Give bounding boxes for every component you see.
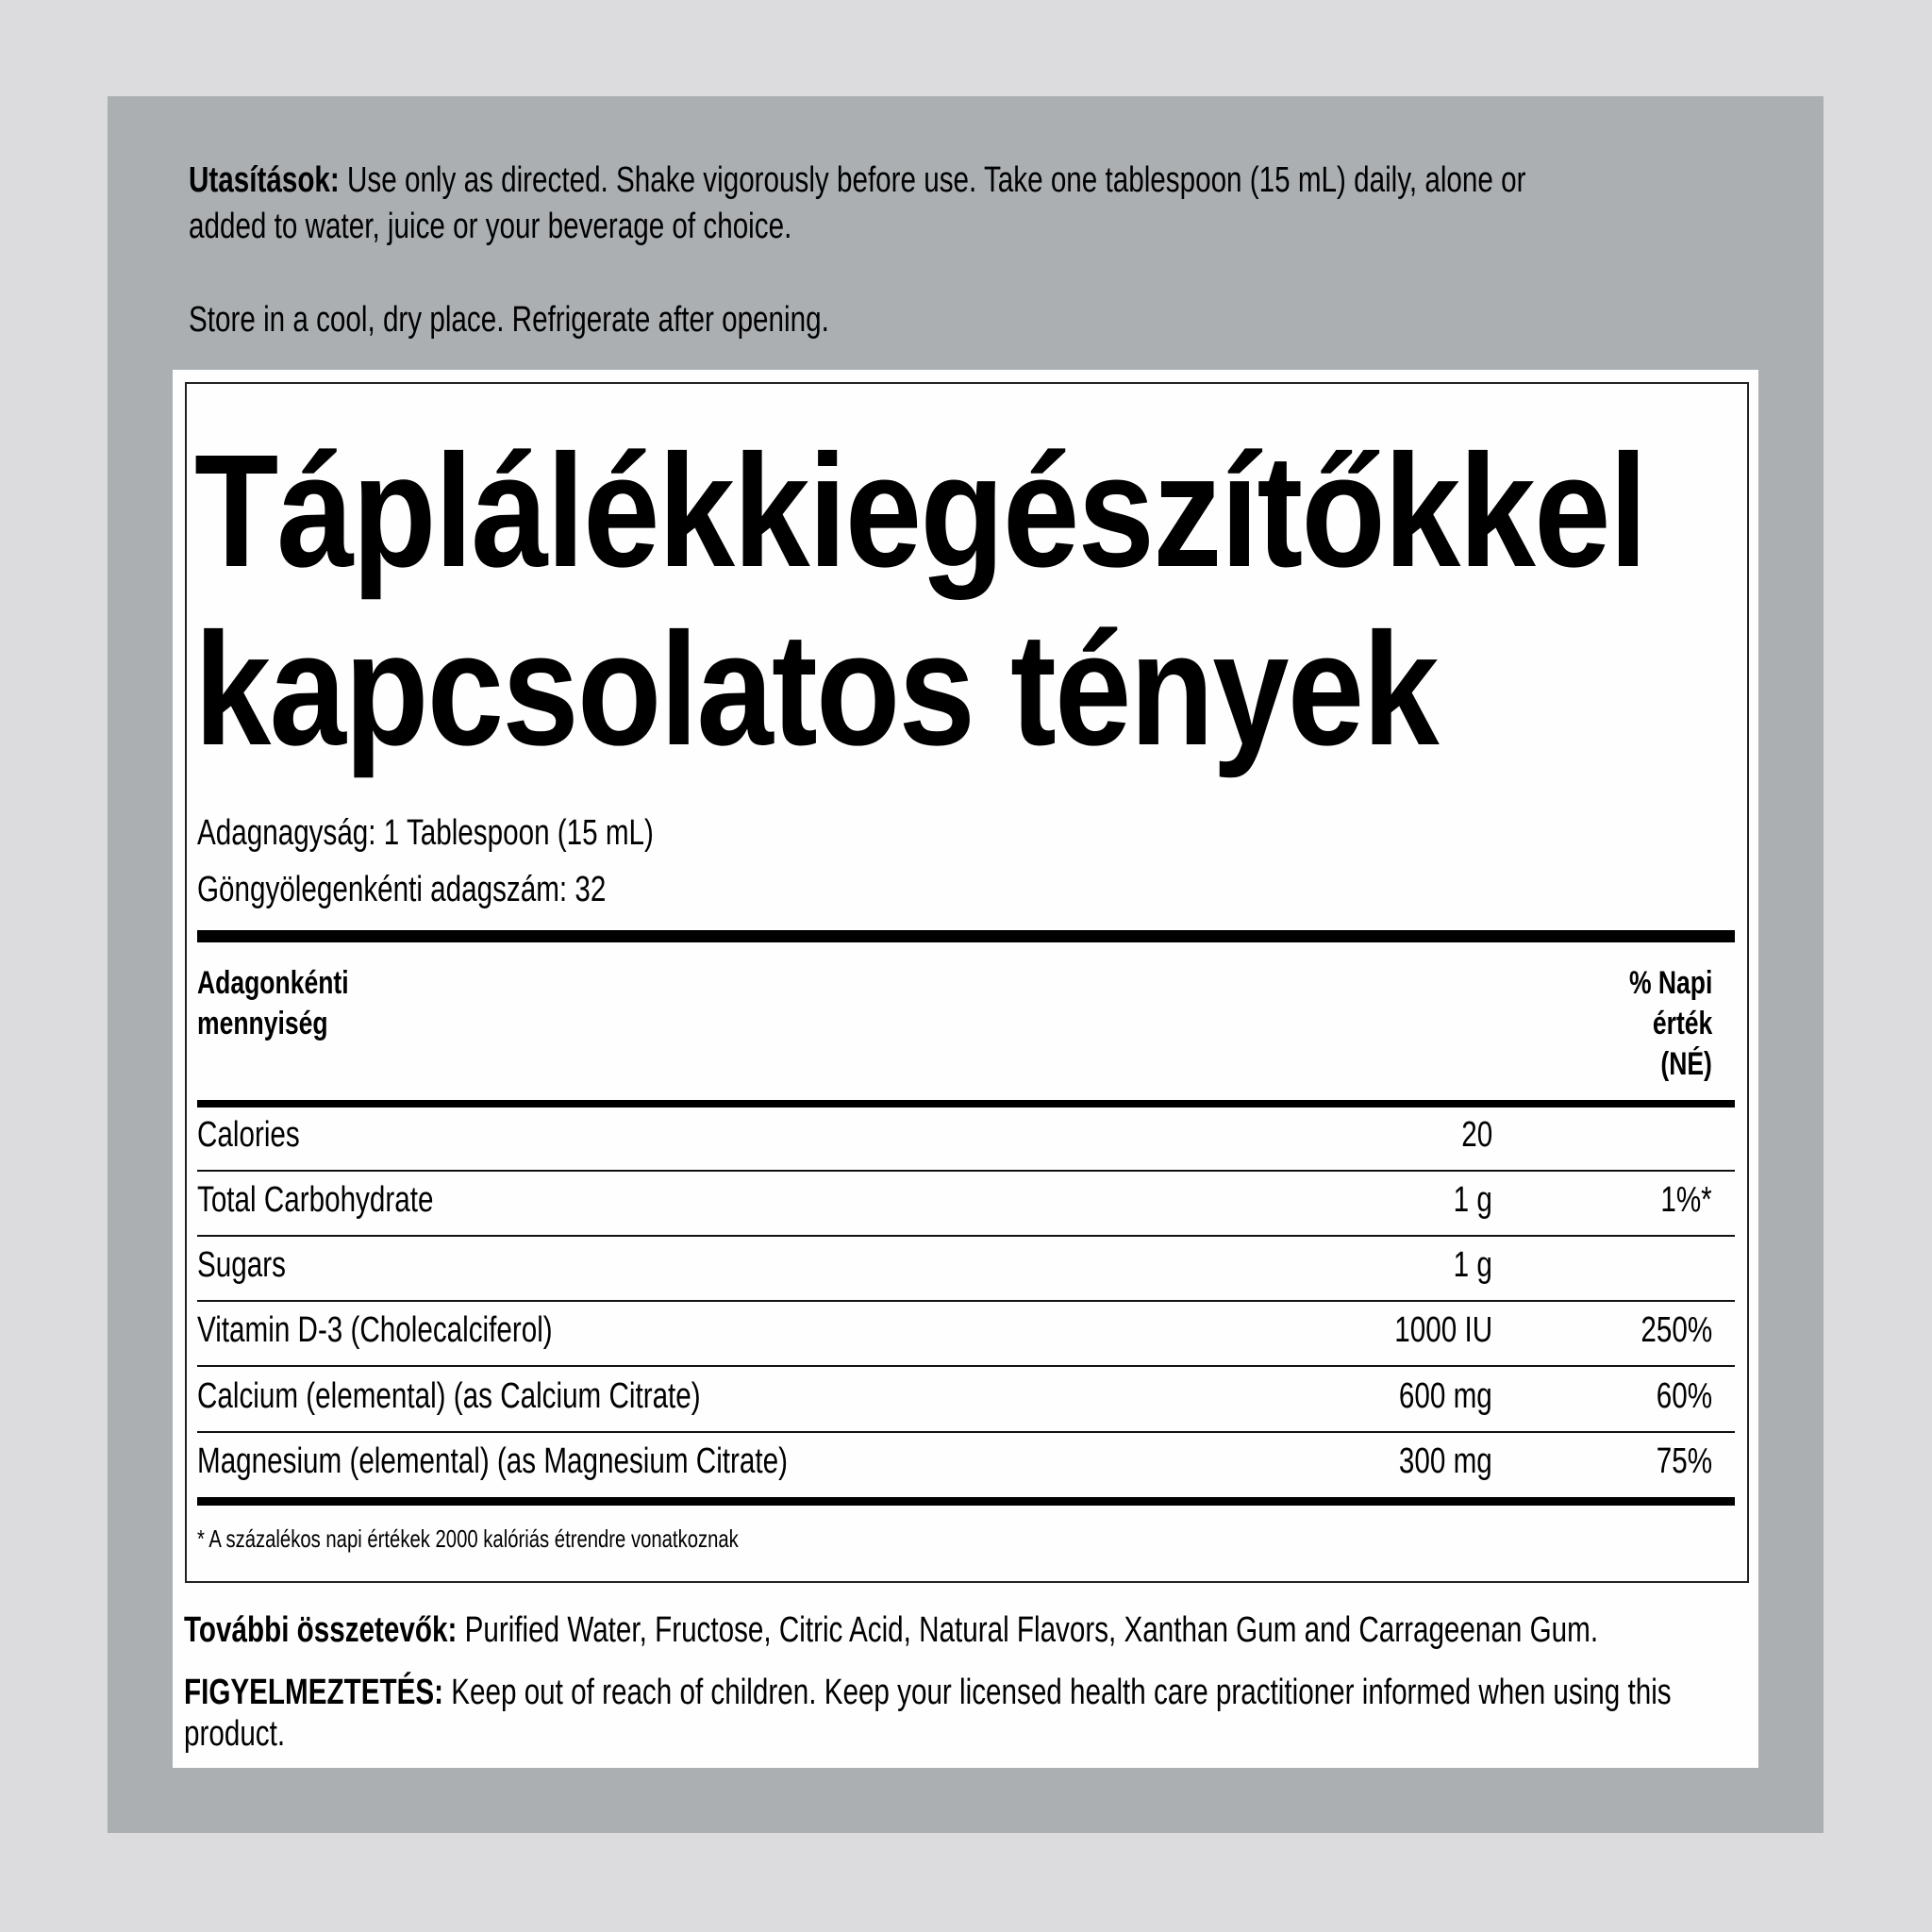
row-divider: [197, 1235, 1735, 1237]
nutrient-name: Magnesium (elemental) (as Magnesium Citrate): [197, 1441, 788, 1481]
row-divider: [197, 1431, 1735, 1433]
nutrient-dv: 75%: [1656, 1441, 1712, 1481]
nutrient-dv: 1%*: [1660, 1180, 1712, 1220]
row-divider: [197, 1300, 1735, 1302]
row-divider: [197, 1365, 1735, 1367]
facts-title-line2: kapcsolatos tények: [194, 600, 1438, 779]
nutrient-amount: 1 g: [1453, 1180, 1492, 1220]
header-dv-line2: érték: [1652, 1006, 1712, 1041]
directions-line2: added to water, juice or your beverage of choice.: [189, 207, 792, 246]
warning-label: FIGYELMEZTETÉS:: [184, 1673, 443, 1712]
servings-per-container: Göngyölegenkénti adagszám: 32: [197, 870, 607, 909]
warning-text: Keep out of reach of children. Keep your licensed health care practitioner informed when using this: [451, 1673, 1672, 1712]
warning-line2: product.: [184, 1714, 286, 1754]
other-ingredients: [184, 1612, 1598, 1648]
thick-divider: [197, 930, 1735, 942]
other-ingredients-label: További összetevők:: [184, 1610, 458, 1650]
header-amount-line1: Adagonkénti: [197, 965, 349, 1001]
nutrient-name: Calories: [197, 1115, 300, 1155]
row-divider: [197, 1170, 1735, 1172]
nutrient-name: Sugars: [197, 1245, 286, 1285]
nutrient-amount: 1 g: [1453, 1245, 1492, 1285]
directions-label: Utasítások:: [189, 160, 340, 200]
footnote: * A százalékos napi értékek 2000 kalóriás étrendre vonatkoznak: [197, 1524, 739, 1553]
nutrient-amount: 300 mg: [1399, 1441, 1492, 1481]
storage-text: Store in a cool, dry place. Refrigerate after opening.: [189, 300, 829, 340]
nutrient-name: Vitamin D-3 (Cholecalciferol): [197, 1310, 553, 1350]
header-dv-line1: % Napi: [1628, 965, 1712, 1001]
nutrient-name: Calcium (elemental) (as Calcium Citrate): [197, 1376, 701, 1416]
nutrient-amount: 1000 IU: [1394, 1310, 1492, 1350]
directions-text: Use only as directed. Shake vigorously before use. Take one tablespoon (15 mL) daily, alone or: [347, 160, 1526, 200]
header-dv-line3: (NÉ): [1660, 1046, 1712, 1082]
serving-size: Adagnagyság: 1 Tablespoon (15 mL): [197, 813, 654, 853]
nutrient-dv: 60%: [1656, 1376, 1712, 1416]
other-ingredients-text: Purified Water, Fructose, Citric Acid, Natural Flavors, Xanthan Gum and Carrageenan Gum.: [464, 1610, 1599, 1650]
directions-line1: [189, 162, 1525, 198]
facts-title-line1: Táplálékkiegészítőkkel: [194, 422, 1646, 601]
nutrient-amount: 20: [1461, 1115, 1492, 1155]
header-divider: [197, 1100, 1735, 1108]
warning-line1: [184, 1674, 1672, 1710]
nutrient-dv: 250%: [1641, 1310, 1712, 1350]
header-amount-line2: mennyiség: [197, 1006, 328, 1041]
bottom-divider: [197, 1497, 1735, 1506]
nutrient-name: Total Carbohydrate: [197, 1180, 434, 1220]
nutrient-amount: 600 mg: [1399, 1376, 1492, 1416]
